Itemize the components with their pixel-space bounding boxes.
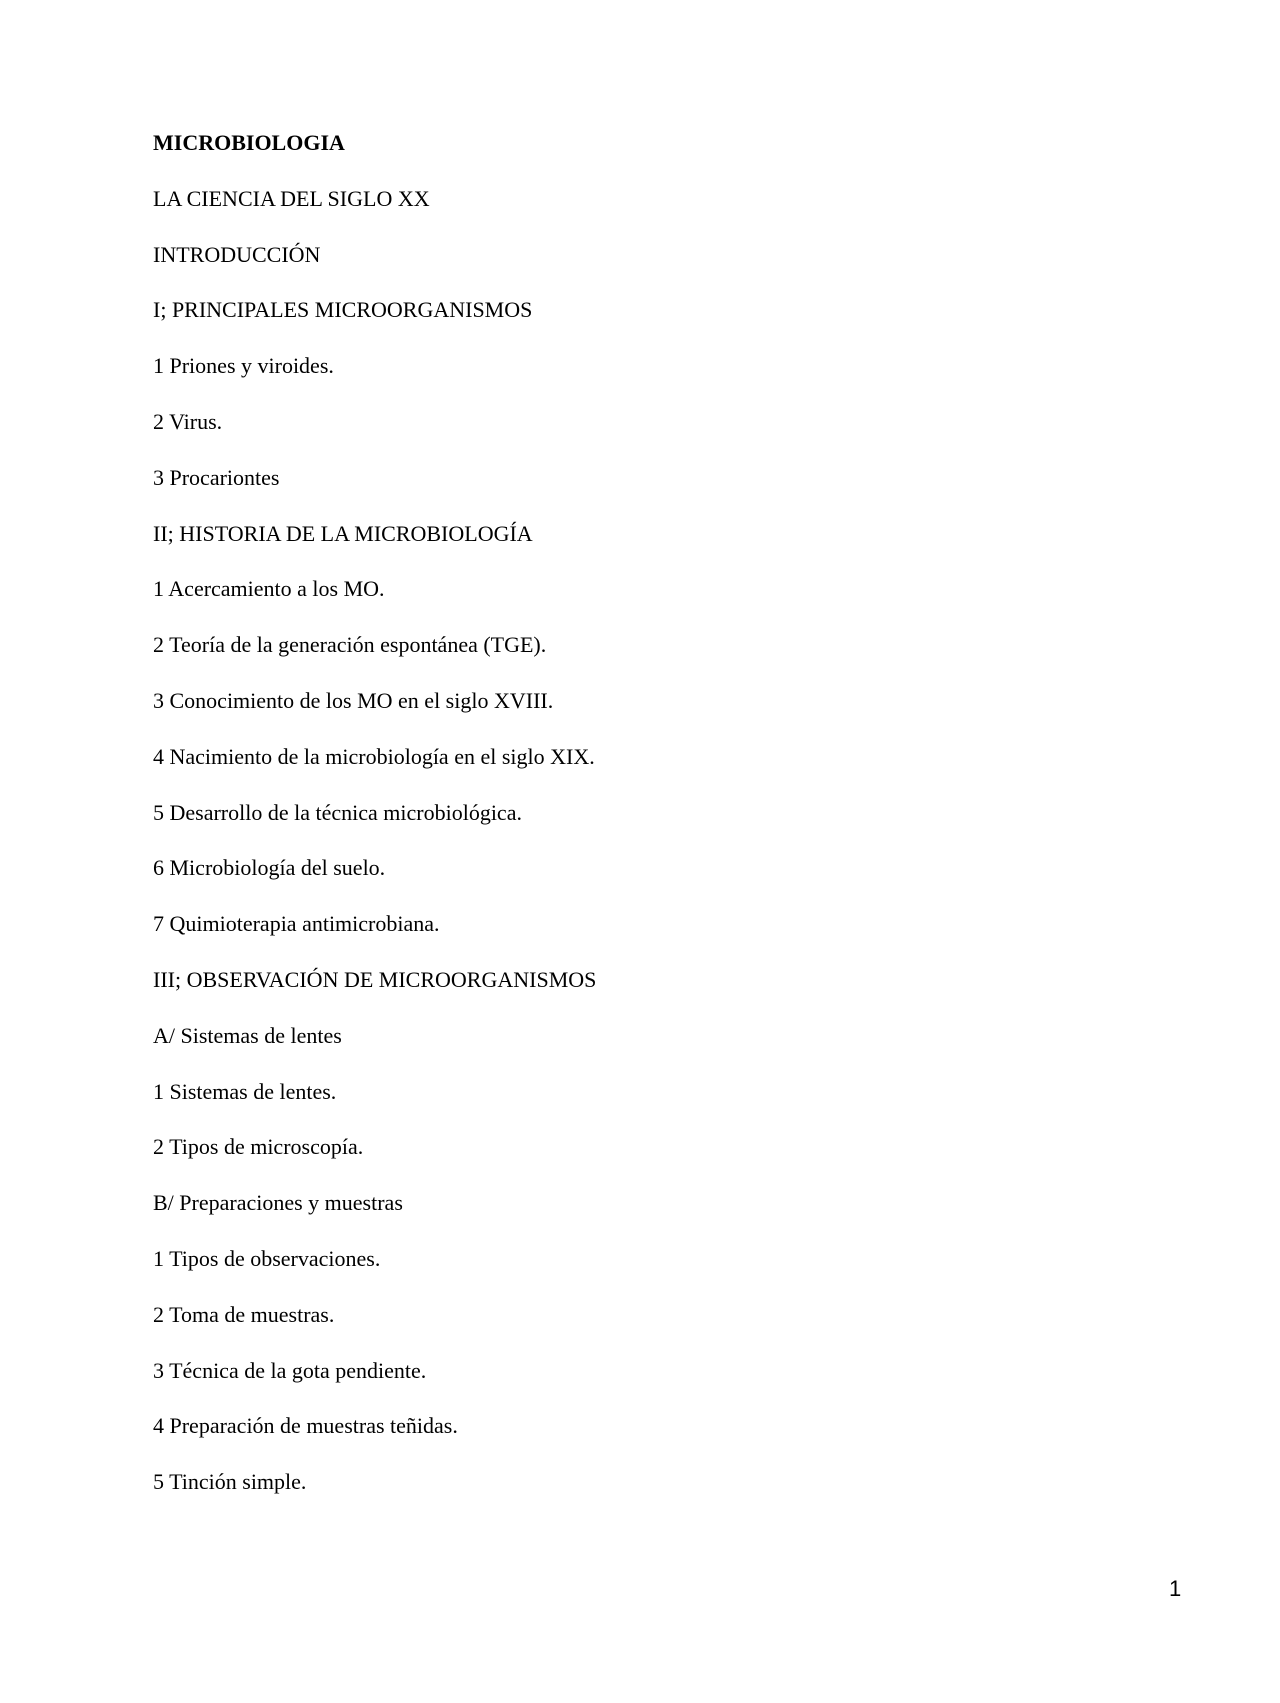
section-heading: INTRODUCCIÓN [153,241,321,267]
subtitle: LA CIENCIA DEL SIGLO XX [153,185,430,211]
list-item: 4 Nacimiento de la microbiología en el siglo XIX. [153,743,595,769]
list-item: 2 Virus. [153,408,223,434]
table-of-contents [153,130,596,1525]
list-item: 1 Tipos de observaciones. [153,1245,381,1271]
list-item: 2 Tipos de microscopía. [153,1134,364,1160]
page-number: 1 [1169,1576,1182,1601]
subsection-heading: B/ Preparaciones y muestras [153,1190,403,1216]
list-item: 5 Tinción simple. [153,1469,307,1495]
list-item: 1 Acercamiento a los MO. [153,576,385,602]
section-heading: I; PRINCIPALES MICROORGANISMOS [153,297,533,323]
list-item: 3 Técnica de la gota pendiente. [153,1357,427,1383]
list-item: 3 Procariontes [153,464,280,490]
list-item: 1 Priones y viroides. [153,353,334,379]
section-heading: II; HISTORIA DE LA MICROBIOLOGÍA [153,520,533,546]
list-item: 7 Quimioterapia antimicrobiana. [153,911,440,937]
list-item: 4 Preparación de muestras teñidas. [153,1413,458,1439]
section-heading: III; OBSERVACIÓN DE MICROORGANISMOS [153,966,597,992]
subsection-heading: A/ Sistemas de lentes [153,1022,342,1048]
list-item: 2 Teoría de la generación espontánea (TGE). [153,632,547,658]
list-item: 1 Sistemas de lentes. [153,1078,337,1104]
list-item: 5 Desarrollo de la técnica microbiológica. [153,799,522,825]
list-item: 6 Microbiología del suelo. [153,855,386,881]
list-item: 2 Toma de muestras. [153,1301,335,1327]
document-title: MICROBIOLOGIA [153,130,345,155]
list-item: 3 Conocimiento de los MO en el siglo XVIII. [153,687,554,713]
